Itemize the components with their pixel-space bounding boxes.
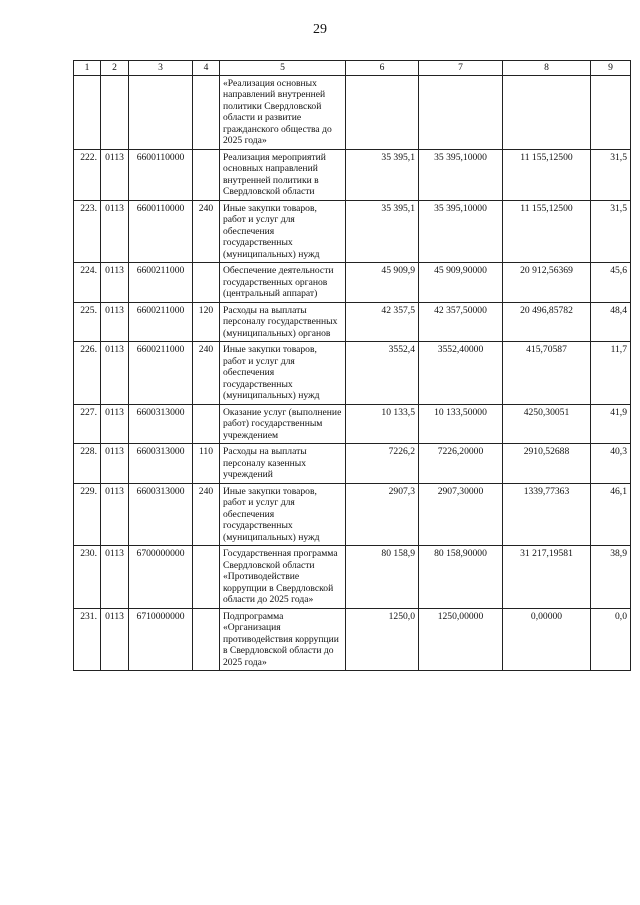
section-code-cell: 0113: [101, 200, 129, 263]
section-code-cell: 0113: [101, 483, 129, 546]
column-header-2: 2: [101, 61, 129, 76]
plan-value-cell: 35 395,1: [346, 149, 419, 200]
column-header-8: 8: [503, 61, 591, 76]
expense-type-cell: 240: [193, 200, 220, 263]
item-name-cell: Обеспечение деятельности государственных органов (центральный аппарат): [220, 263, 346, 303]
item-name-cell: Расходы на выплаты персоналу казенных учреждений: [220, 444, 346, 484]
item-name-cell: Реализация мероприятий основных направлений внутренней политики в Свердловской области: [220, 149, 346, 200]
table-body: [74, 75, 631, 671]
column-header-6: 6: [346, 61, 419, 76]
header-row: [74, 61, 631, 76]
row-number-cell: 226.: [74, 342, 101, 405]
target-code-cell: 6600313000: [129, 444, 193, 484]
executed-value-cell: 415,70587: [503, 342, 591, 405]
target-code-cell: [129, 75, 193, 149]
budget-table: [73, 60, 631, 671]
refined-plan-cell: 35 395,10000: [419, 149, 503, 200]
page-number: 29: [313, 22, 327, 37]
table-row: [74, 546, 631, 609]
row-number-cell: 229.: [74, 483, 101, 546]
table-row: [74, 483, 631, 546]
plan-value-cell: 2907,3: [346, 483, 419, 546]
column-header-7: 7: [419, 61, 503, 76]
percent-cell: 11,7: [591, 342, 631, 405]
expense-type-cell: 240: [193, 342, 220, 405]
plan-value-cell: 7226,2: [346, 444, 419, 484]
section-code-cell: 0113: [101, 444, 129, 484]
executed-value-cell: 1339,77363: [503, 483, 591, 546]
section-code-cell: 0113: [101, 608, 129, 671]
percent-cell: 40,3: [591, 444, 631, 484]
refined-plan-cell: 3552,40000: [419, 342, 503, 405]
table-row: [74, 149, 631, 200]
row-number-cell: 227.: [74, 404, 101, 444]
section-code-cell: [101, 75, 129, 149]
expense-type-cell: 240: [193, 483, 220, 546]
executed-value-cell: 4250,30051: [503, 404, 591, 444]
column-header-4: 4: [193, 61, 220, 76]
percent-cell: 48,4: [591, 302, 631, 342]
refined-plan-cell: 10 133,50000: [419, 404, 503, 444]
row-number-cell: 230.: [74, 546, 101, 609]
executed-value-cell: [503, 75, 591, 149]
plan-value-cell: 3552,4: [346, 342, 419, 405]
item-name-cell: Оказание услуг (выполнение работ) государственным учреждением: [220, 404, 346, 444]
refined-plan-cell: 42 357,50000: [419, 302, 503, 342]
expense-type-cell: [193, 404, 220, 444]
item-name-cell: Государственная программа Свердловской области «Противодействие коррупции в Свердловской области до 2025 года»: [220, 546, 346, 609]
refined-plan-cell: 7226,20000: [419, 444, 503, 484]
table-row: [74, 302, 631, 342]
row-number-cell: 228.: [74, 444, 101, 484]
target-code-cell: 6600313000: [129, 483, 193, 546]
executed-value-cell: 11 155,12500: [503, 200, 591, 263]
refined-plan-cell: 80 158,90000: [419, 546, 503, 609]
percent-cell: 41,9: [591, 404, 631, 444]
plan-value-cell: 80 158,9: [346, 546, 419, 609]
section-code-cell: 0113: [101, 263, 129, 303]
table-row: [74, 75, 631, 149]
plan-value-cell: 45 909,9: [346, 263, 419, 303]
plan-value-cell: 35 395,1: [346, 200, 419, 263]
percent-cell: 0,0: [591, 608, 631, 671]
executed-value-cell: 0,00000: [503, 608, 591, 671]
target-code-cell: 6600313000: [129, 404, 193, 444]
expense-type-cell: 120: [193, 302, 220, 342]
item-name-cell: Иные закупки товаров, работ и услуг для обеспечения государственных (муниципальных) нужд: [220, 483, 346, 546]
expense-type-cell: 110: [193, 444, 220, 484]
row-number-cell: 224.: [74, 263, 101, 303]
table-row: [74, 263, 631, 303]
expense-type-cell: [193, 608, 220, 671]
table-row: [74, 444, 631, 484]
column-header-3: 3: [129, 61, 193, 76]
expense-type-cell: [193, 149, 220, 200]
item-name-cell: Иные закупки товаров, работ и услуг для обеспечения государственных (муниципальных) нужд: [220, 200, 346, 263]
refined-plan-cell: 2907,30000: [419, 483, 503, 546]
table-row: [74, 404, 631, 444]
plan-value-cell: 10 133,5: [346, 404, 419, 444]
target-code-cell: 6600110000: [129, 149, 193, 200]
section-code-cell: 0113: [101, 149, 129, 200]
executed-value-cell: 11 155,12500: [503, 149, 591, 200]
executed-value-cell: 20 496,85782: [503, 302, 591, 342]
target-code-cell: 6600211000: [129, 342, 193, 405]
section-code-cell: 0113: [101, 302, 129, 342]
percent-cell: 45,6: [591, 263, 631, 303]
percent-cell: [591, 75, 631, 149]
row-number-cell: 223.: [74, 200, 101, 263]
section-code-cell: 0113: [101, 546, 129, 609]
percent-cell: 46,1: [591, 483, 631, 546]
section-code-cell: 0113: [101, 404, 129, 444]
row-number-cell: [74, 75, 101, 149]
plan-value-cell: [346, 75, 419, 149]
expense-type-cell: [193, 75, 220, 149]
percent-cell: 31,5: [591, 200, 631, 263]
refined-plan-cell: 1250,00000: [419, 608, 503, 671]
target-code-cell: 6600211000: [129, 302, 193, 342]
target-code-cell: 6600110000: [129, 200, 193, 263]
row-number-cell: 225.: [74, 302, 101, 342]
table-row: [74, 200, 631, 263]
section-code-cell: 0113: [101, 342, 129, 405]
expense-type-cell: [193, 263, 220, 303]
executed-value-cell: 31 217,19581: [503, 546, 591, 609]
executed-value-cell: 20 912,56369: [503, 263, 591, 303]
refined-plan-cell: [419, 75, 503, 149]
column-header-1: 1: [74, 61, 101, 76]
percent-cell: 38,9: [591, 546, 631, 609]
table-row: [74, 608, 631, 671]
table-row: [74, 342, 631, 405]
row-number-cell: 231.: [74, 608, 101, 671]
column-header-9: 9: [591, 61, 631, 76]
row-number-cell: 222.: [74, 149, 101, 200]
target-code-cell: 6710000000: [129, 608, 193, 671]
item-name-cell: Иные закупки товаров, работ и услуг для обеспечения государственных (муниципальных) нужд: [220, 342, 346, 405]
target-code-cell: 6700000000: [129, 546, 193, 609]
percent-cell: 31,5: [591, 149, 631, 200]
item-name-cell: «Реализация основных направлений внутренней политики Свердловской области и развитие гражданского общества до 2025 года»: [220, 75, 346, 149]
item-name-cell: Расходы на выплаты персоналу государственных (муниципальных) органов: [220, 302, 346, 342]
target-code-cell: 6600211000: [129, 263, 193, 303]
refined-plan-cell: 35 395,10000: [419, 200, 503, 263]
column-header-5: 5: [220, 61, 346, 76]
item-name-cell: Подпрограмма «Организация противодействия коррупции в Свердловской области до 2025 года»: [220, 608, 346, 671]
plan-value-cell: 42 357,5: [346, 302, 419, 342]
plan-value-cell: 1250,0: [346, 608, 419, 671]
executed-value-cell: 2910,52688: [503, 444, 591, 484]
refined-plan-cell: 45 909,90000: [419, 263, 503, 303]
expense-type-cell: [193, 546, 220, 609]
